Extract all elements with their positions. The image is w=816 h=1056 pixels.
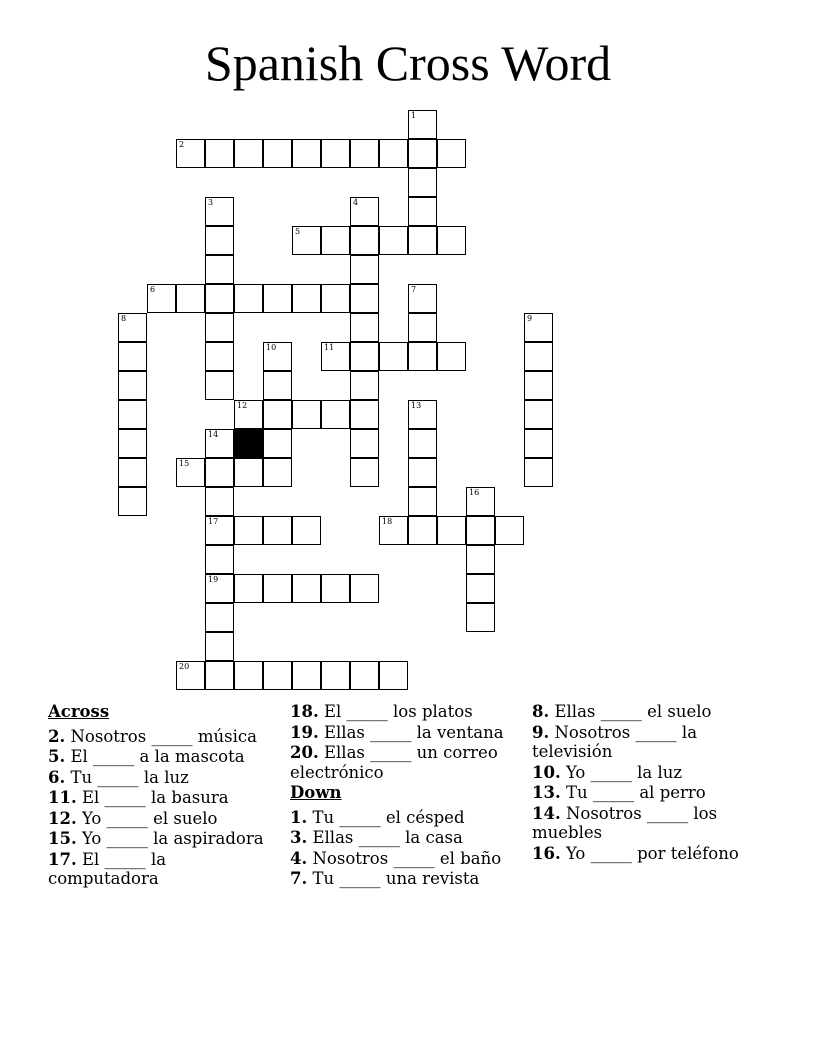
grid-cell[interactable] — [263, 371, 292, 400]
clue-text: Ellas _____ un correo electrónico — [290, 743, 498, 782]
grid-cell[interactable] — [466, 574, 495, 603]
clue-text: El _____ los platos — [318, 702, 473, 721]
clue-text: Nosotros _____ los muebles — [532, 803, 718, 842]
clue-item — [290, 869, 522, 889]
grid-cell[interactable] — [437, 139, 466, 168]
grid-cell[interactable] — [524, 458, 553, 487]
clue-item — [48, 747, 280, 767]
clue-item — [532, 783, 764, 803]
clue-number: 11. — [48, 788, 77, 807]
grid-cell[interactable] — [292, 574, 321, 603]
clue-item — [48, 809, 280, 829]
grid-cell[interactable] — [321, 342, 350, 371]
grid-cell[interactable] — [408, 168, 437, 197]
clues-column-3 — [532, 702, 764, 864]
grid-cell[interactable] — [350, 400, 379, 429]
clues-column-1 — [48, 702, 280, 890]
grid-cell[interactable] — [350, 139, 379, 168]
grid-cell[interactable] — [466, 603, 495, 632]
clue-number: 14. — [532, 803, 561, 823]
clue-number-label: 5 — [295, 227, 301, 236]
grid-cell[interactable] — [205, 371, 234, 400]
clue-item — [48, 727, 280, 747]
grid-cell[interactable] — [292, 400, 321, 429]
clue-text: Nosotros _____ la televisión — [532, 722, 698, 761]
clue-number: 16. — [532, 843, 561, 863]
grid-cell[interactable] — [292, 661, 321, 690]
clue-number-label: 9 — [527, 314, 533, 323]
clue-number-label: 19 — [208, 575, 219, 584]
grid-cell[interactable] — [292, 516, 321, 545]
clue-number: 7. — [290, 869, 308, 888]
grid-cell[interactable] — [321, 139, 350, 168]
clue-number-label: 16 — [469, 488, 480, 497]
grid-cell[interactable] — [379, 139, 408, 168]
grid-cell[interactable] — [263, 342, 292, 371]
grid-cell[interactable] — [234, 139, 263, 168]
clue-number: 6. — [48, 767, 66, 787]
grid-cell[interactable] — [263, 458, 292, 487]
grid-cell[interactable] — [524, 371, 553, 400]
grid-cell[interactable] — [321, 661, 350, 690]
clue-number: 3. — [290, 828, 308, 847]
clue-number-label: 18 — [382, 517, 393, 526]
grid-cell[interactable] — [176, 284, 205, 313]
clue-text: Tu _____ el césped — [307, 807, 465, 827]
clue-text: Yo _____ la luz — [560, 762, 683, 782]
clue-number-label: 20 — [179, 662, 190, 671]
clue-text: Yo _____ por teléfono — [560, 843, 739, 863]
grid-cell[interactable] — [408, 197, 437, 226]
clue-text: Nosotros _____ música — [65, 726, 258, 746]
clue-number: 8. — [532, 702, 550, 721]
clue-number-label: 13 — [411, 401, 422, 410]
clue-number-label: 7 — [411, 285, 417, 294]
across-heading: Across — [48, 702, 110, 721]
clue-number: 20. — [290, 743, 319, 762]
grid-cell[interactable] — [205, 632, 234, 661]
grid-cell[interactable] — [205, 574, 234, 603]
clue-text: Ellas _____ el suelo — [549, 702, 712, 721]
grid-cell[interactable] — [234, 516, 263, 545]
grid-cell[interactable] — [205, 313, 234, 342]
clue-number: 5. — [48, 747, 66, 766]
grid-cell[interactable] — [205, 284, 234, 313]
clue-number-label: 1 — [411, 111, 417, 120]
grid-cell[interactable] — [437, 342, 466, 371]
clue-number: 1. — [290, 807, 308, 827]
clue-number: 9. — [532, 722, 550, 742]
grid-cell[interactable] — [408, 429, 437, 458]
clue-number-label: 8 — [121, 314, 127, 323]
clue-text: El _____ la basura — [76, 788, 229, 807]
grid-cell[interactable] — [263, 284, 292, 313]
grid-cell[interactable] — [350, 313, 379, 342]
grid-cell[interactable] — [466, 545, 495, 574]
clue-number: 10. — [532, 762, 561, 782]
grid-cell[interactable] — [205, 516, 234, 545]
grid-cell[interactable] — [118, 429, 147, 458]
grid-cell[interactable] — [205, 139, 234, 168]
clue-number-label: 2 — [179, 140, 185, 149]
clue-text: Tu _____ la luz — [65, 767, 189, 787]
grid-cell[interactable] — [205, 342, 234, 371]
clue-text: Tu _____ al perro — [560, 783, 706, 802]
clue-number: 17. — [48, 849, 77, 869]
grid-cell[interactable] — [263, 400, 292, 429]
grid-cell[interactable] — [408, 110, 437, 139]
clue-item — [290, 849, 522, 869]
grid-cell[interactable] — [205, 197, 234, 226]
clue-item — [532, 702, 764, 722]
clue-text: Yo _____ el suelo — [76, 808, 218, 828]
grid-cell[interactable] — [379, 661, 408, 690]
grid-cell[interactable] — [350, 661, 379, 690]
clue-number-label: 14 — [208, 430, 219, 439]
grid-cell[interactable] — [205, 458, 234, 487]
clue-item — [48, 788, 280, 808]
clue-number-label: 12 — [237, 401, 248, 410]
grid-cell[interactable] — [263, 574, 292, 603]
grid-cell[interactable] — [350, 255, 379, 284]
clue-number-label: 10 — [266, 343, 277, 352]
grid-cell[interactable] — [408, 139, 437, 168]
grid-cell[interactable] — [379, 226, 408, 255]
clues-column-2 — [290, 702, 522, 890]
clue-number: 12. — [48, 808, 77, 828]
clue-item — [532, 804, 764, 843]
grid-cell[interactable] — [234, 284, 263, 313]
grid-cell[interactable] — [118, 342, 147, 371]
grid-cell[interactable] — [205, 603, 234, 632]
grid-cell[interactable] — [495, 516, 524, 545]
grid-cell[interactable] — [234, 574, 263, 603]
page-title: Spanish Cross Word — [204, 35, 612, 91]
grid-cell[interactable] — [350, 197, 379, 226]
grid-cell[interactable] — [118, 487, 147, 516]
grid-cell[interactable] — [437, 226, 466, 255]
grid-cell[interactable] — [350, 226, 379, 255]
clue-item — [48, 829, 280, 849]
grid-cell[interactable] — [524, 313, 553, 342]
grid-cell[interactable] — [321, 574, 350, 603]
clue-number: 4. — [290, 848, 308, 868]
grid-cell[interactable] — [176, 661, 205, 690]
grid-cell[interactable] — [176, 139, 205, 168]
grid-cell[interactable] — [408, 400, 437, 429]
grid-cell[interactable] — [350, 574, 379, 603]
grid-cell[interactable] — [263, 139, 292, 168]
clue-item — [532, 763, 764, 783]
clue-text: El _____ la computadora — [48, 849, 167, 888]
grid-cell[interactable] — [350, 371, 379, 400]
grid-cell[interactable] — [524, 400, 553, 429]
grid-cell[interactable] — [437, 516, 466, 545]
clue-item — [290, 702, 522, 722]
grid-cell[interactable] — [350, 342, 379, 371]
grid-cell[interactable] — [263, 661, 292, 690]
clue-item — [48, 850, 280, 889]
grid-cell[interactable] — [263, 429, 292, 458]
grid-cell[interactable] — [350, 429, 379, 458]
grid-cell[interactable] — [118, 371, 147, 400]
clue-text: Ellas _____ la casa — [307, 828, 463, 847]
clue-item — [290, 828, 522, 848]
grid-cell[interactable] — [118, 458, 147, 487]
grid-cell[interactable] — [408, 487, 437, 516]
clue-number: 2. — [48, 726, 66, 746]
grid-cell[interactable] — [466, 516, 495, 545]
grid-cell[interactable] — [524, 429, 553, 458]
down-heading: Down — [290, 783, 342, 802]
clue-number: 13. — [532, 783, 561, 802]
grid-cell[interactable] — [379, 342, 408, 371]
grid-cell[interactable] — [176, 458, 205, 487]
clue-number-label: 17 — [208, 517, 219, 526]
grid-cell[interactable] — [205, 545, 234, 574]
clue-text: Nosotros _____ el baño — [307, 848, 502, 868]
clue-item — [532, 723, 764, 762]
grid-cell[interactable] — [292, 226, 321, 255]
grid-cell[interactable] — [379, 516, 408, 545]
grid-cell[interactable] — [321, 226, 350, 255]
clue-number-label: 15 — [179, 459, 190, 468]
clue-item — [290, 723, 522, 743]
grid-cell[interactable] — [408, 342, 437, 371]
grid-cell[interactable] — [408, 226, 437, 255]
clue-item — [532, 844, 764, 864]
clue-number: 19. — [290, 722, 319, 742]
grid-cell[interactable] — [408, 458, 437, 487]
grid-cell[interactable] — [408, 284, 437, 313]
grid-cell[interactable] — [321, 284, 350, 313]
grid-cell[interactable] — [350, 284, 379, 313]
clue-number: 18. — [290, 702, 319, 721]
clue-text: Yo _____ la aspiradora — [76, 829, 264, 848]
grid-cell[interactable] — [205, 661, 234, 690]
clue-text: Tu _____ una revista — [307, 869, 480, 888]
clue-number-label: 3 — [208, 198, 214, 207]
clue-item — [48, 768, 280, 788]
grid-cell[interactable] — [408, 516, 437, 545]
grid-cell[interactable] — [292, 139, 321, 168]
grid-cell[interactable] — [466, 487, 495, 516]
clue-item — [290, 743, 522, 782]
clue-text: El _____ a la mascota — [65, 747, 245, 766]
black-square — [234, 429, 263, 458]
grid-cell[interactable] — [408, 313, 437, 342]
clue-number-label: 4 — [353, 198, 359, 207]
grid-cell[interactable] — [205, 429, 234, 458]
grid-cell[interactable] — [263, 516, 292, 545]
grid-cell[interactable] — [234, 458, 263, 487]
clue-number-label: 6 — [150, 285, 156, 294]
grid-cell[interactable] — [234, 661, 263, 690]
grid-cell[interactable] — [350, 458, 379, 487]
grid-cell[interactable] — [205, 487, 234, 516]
grid-cell[interactable] — [147, 284, 176, 313]
clue-number: 15. — [48, 829, 77, 848]
grid-cell[interactable] — [321, 400, 350, 429]
grid-cell[interactable] — [234, 400, 263, 429]
grid-cell[interactable] — [292, 284, 321, 313]
clue-item — [290, 808, 522, 828]
grid-cell[interactable] — [524, 342, 553, 371]
grid-cell[interactable] — [205, 255, 234, 284]
clue-text: Ellas _____ la ventana — [318, 722, 504, 742]
grid-cell[interactable] — [118, 400, 147, 429]
clue-number-label: 11 — [324, 343, 335, 352]
grid-cell[interactable] — [118, 313, 147, 342]
grid-cell[interactable] — [205, 226, 234, 255]
